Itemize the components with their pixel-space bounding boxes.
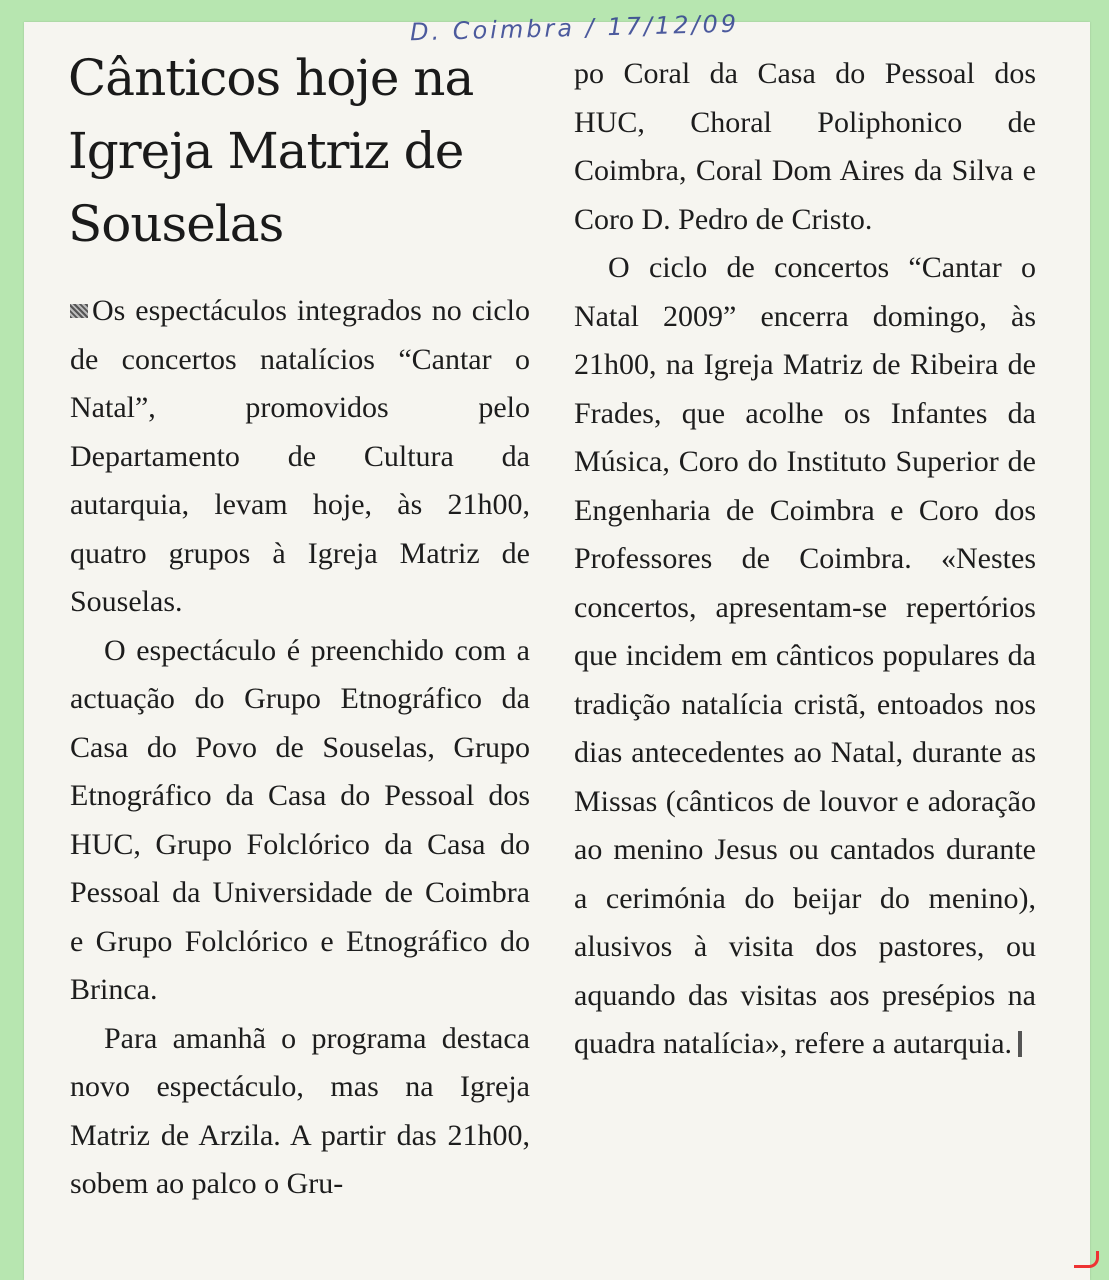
corner-watermark-icon — [1074, 1251, 1099, 1268]
article-headline: Cânticos hoje na Igreja Matriz de Souselas — [68, 49, 474, 253]
paragraph-1 — [70, 287, 530, 627]
paragraph-5 — [574, 244, 1036, 1069]
paragraph-2: O espectáculo é preenchido com a actuação do Grupo Etnográfico da Casa do Povo de Souselas, Grupo Etnográfico da Casa do Pessoal dos HUC, Grupo Folclórico da Casa do Pessoal da Universidade de Coimbra e Grupo Folclórico e Etnográfico do Brinca. — [70, 633, 530, 1006]
paragraph-4: po Coral da Casa do Pessoal dos HUC, Choral Poliphonico de Coimbra, Coral Dom Aires da Silva e Coro D. Pedro de Cristo. — [574, 57, 1036, 236]
paragraph-5-text: O ciclo de concertos “Cantar o Natal 2009” encerra domingo, às 21h00, na Igreja Matriz de Ribeira de Frades, que acolhe os Infantes da Música, Coro do Instituto Superior de Engenharia de Coimbra e Coro dos Professores de Coimbra. «Nestes concertos, apresentam-se repertórios que incidem em cânticos populares da tradição natalícia cristã, entoados nos dias antecedentes ao Natal, durante as Missas (cânticos de louvor e adoração ao menino Jesus ou cantados durante a cerimónia do beijar do menino), alusivos à visita dos pastores, ou aquando das visitas aos presépios na quadra natalícia», refere a autarquia. — [574, 251, 1036, 1060]
section-marker-icon — [70, 304, 88, 318]
paragraph-3: Para amanhã o programa destaca novo espectáculo, mas na Igreja Matriz de Arzila. A partir das 21h00, sobem ao palco o Gru- — [70, 1021, 530, 1200]
end-of-article-icon — [1018, 1031, 1022, 1057]
article-column-right — [574, 50, 1036, 1069]
handwritten-note: D. Coimbra / 17/12/09 — [409, 9, 740, 47]
paragraph-1-text: Os espectáculos integrados no ciclo de concertos natalícios “Cantar o Natal”, promovidos pelo Departamento de Cultura da autarquia, levam hoje, às 21h00, quatro grupos à Igreja Matriz de Souselas. — [70, 294, 530, 618]
article-column-left — [70, 287, 530, 1209]
